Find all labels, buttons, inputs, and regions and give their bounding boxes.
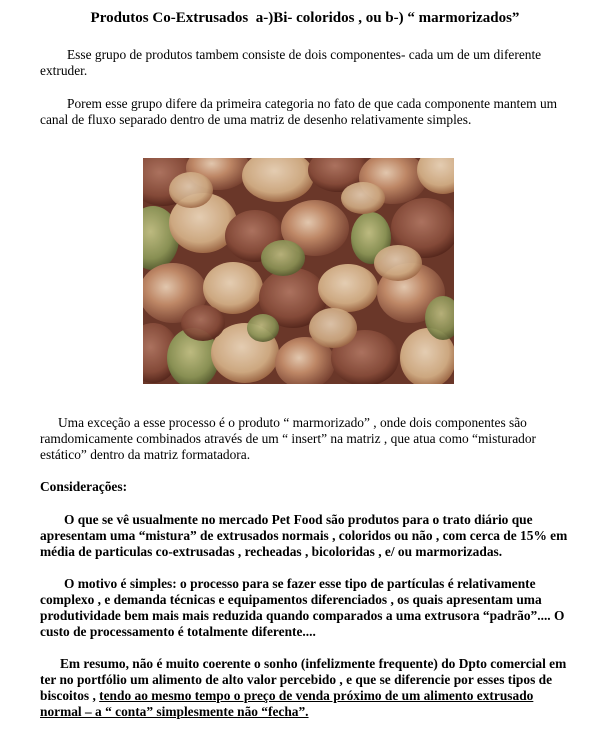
paragraph-marbled-exception: Uma exceção a esse processo é o produto “ marmorizado” , onde dois componentes são ramdomicamente combinados através de um “ insert” na matriz , que atua como “misturador estático” dentro da matriz formatadora.	[40, 415, 537, 462]
summary-underlined-text: tendo ao mesmo tempo o preço de venda próximo de um alimento extrusado normal – a “ conta” simplesmente não “fecha”.	[40, 688, 534, 719]
paragraph-difference: Porem esse grupo difere da primeira categoria no fato de que cada componente mantem um canal de fluxo separado dentro de uma matriz de desenho relativamente simples.	[40, 96, 558, 127]
paragraph-intro: Esse grupo de produtos tambem consiste de dois componentes- cada um de um diferente extruder.	[40, 47, 542, 78]
paragraph-summary	[40, 656, 570, 720]
section-heading-consideracoes: Considerações:	[40, 479, 128, 494]
document-title: Produtos Co-Extrusados a-)Bi- coloridos , ou b-) “ marmorizados”	[90, 10, 520, 26]
paragraph-reason: O motivo é simples: o processo para se fazer esse tipo de partículas é relativamente complexo , e demanda técnicas e equipamentos diferenciados , os quais apresentam uma produtividade bem mais mais reduzida quando comparados a uma extrusora “padrão”.... O custo de processamento é totalmente diferente....	[40, 576, 565, 639]
summary-text: Em resumo, não é muito coerente o sonho (infelizmente frequente) do Dpto comercial em ter no portfólio um alimento de alto valor percebido , e que se diferencie por esses tipos de biscoitos ,	[40, 656, 567, 703]
coextruded-kibble-photo	[143, 158, 454, 384]
paragraph-market-mix: O que se vê usualmente no mercado Pet Food são produtos para o trato diário que apresentam uma “mistura” de extrusados normais , coloridos ou não , com cerca de 15% em média de particulas co-extrusadas , recheadas , bicoloridas , e/ ou marmorizadas.	[40, 512, 568, 559]
